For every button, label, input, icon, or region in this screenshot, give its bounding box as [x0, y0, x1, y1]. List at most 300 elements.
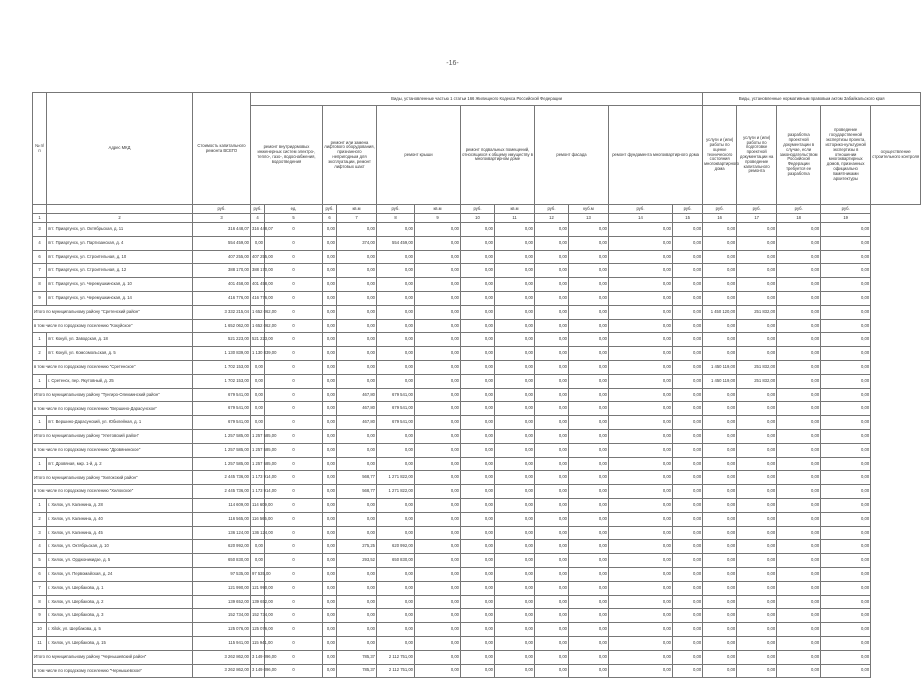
- value-cell: 0,00: [415, 526, 461, 540]
- value-cell: 416 776,00: [193, 291, 251, 305]
- value-cell: 0,00: [703, 457, 737, 471]
- value-cell: 0,00: [609, 374, 673, 388]
- value-cell: 0: [265, 609, 323, 623]
- value-cell: 0,00: [377, 360, 415, 374]
- value-cell: 0,00: [461, 650, 495, 664]
- value-cell: 121 990,00: [251, 581, 265, 595]
- value-cell: 0,00: [777, 250, 821, 264]
- value-cell: 0,00: [495, 554, 535, 568]
- value-cell: 1 257 585,00: [193, 429, 251, 443]
- value-cell: 0,00: [777, 595, 821, 609]
- value-cell: 0,00: [609, 526, 673, 540]
- value-cell: 0,00: [777, 319, 821, 333]
- value-cell: 0,00: [777, 554, 821, 568]
- subtotal-row: [33, 360, 921, 374]
- value-cell: 0,00: [495, 498, 535, 512]
- value-cell: 0,00: [703, 650, 737, 664]
- value-cell: 0,00: [251, 416, 265, 430]
- value-cell: 0,00: [377, 429, 415, 443]
- value-cell: 0,00: [609, 498, 673, 512]
- value-cell: 0,00: [535, 471, 569, 485]
- value-cell: 2 445 736,00: [193, 471, 251, 485]
- value-cell: 0,00: [535, 526, 569, 540]
- unit-cell: руб.: [737, 205, 777, 214]
- value-cell: 0,00: [535, 333, 569, 347]
- row-number: 9: [33, 291, 47, 305]
- row-address: пгт. Кокуй, ул. Заводская, д. 18: [47, 333, 193, 347]
- value-cell: 0,00: [737, 567, 777, 581]
- value-cell: 568,77: [337, 485, 377, 499]
- value-cell: 0,00: [777, 636, 821, 650]
- table-row: [33, 567, 921, 581]
- row-number: 8: [33, 278, 47, 292]
- value-cell: 152 734,00: [251, 609, 265, 623]
- value-cell: 0,00: [609, 471, 673, 485]
- value-cell: 0,00: [377, 443, 415, 457]
- value-cell: 0,00: [461, 443, 495, 457]
- row-number: 2: [33, 347, 47, 361]
- value-cell: 568,77: [337, 471, 377, 485]
- value-cell: 650 830,00: [377, 554, 415, 568]
- value-cell: 0,00: [461, 664, 495, 678]
- row-address: пгт. Приаргунск, ул. Черемушкинская, д. 10: [47, 278, 193, 292]
- subtotal-row: [33, 650, 921, 664]
- value-cell: 0,00: [703, 319, 737, 333]
- value-cell: 0: [265, 636, 323, 650]
- row-number: 11: [33, 636, 47, 650]
- value-cell: 0,00: [673, 623, 703, 637]
- value-cell: 0,00: [703, 264, 737, 278]
- value-cell: 0,00: [415, 512, 461, 526]
- value-cell: 0,00: [377, 278, 415, 292]
- value-cell: 0,00: [777, 360, 821, 374]
- value-cell: 1 173 914,00: [251, 471, 265, 485]
- value-cell: 0,00: [415, 609, 461, 623]
- value-cell: 0,00: [777, 526, 821, 540]
- value-cell: 0,00: [337, 374, 377, 388]
- value-cell: 0,00: [737, 457, 777, 471]
- value-cell: 1 652 062,00: [193, 319, 251, 333]
- value-cell: 0,00: [337, 347, 377, 361]
- table-row: [33, 498, 921, 512]
- value-cell: 0,00: [535, 595, 569, 609]
- value-cell: 0,00: [495, 278, 535, 292]
- value-cell: 0,00: [495, 347, 535, 361]
- value-cell: 521 223,00: [193, 333, 251, 347]
- value-cell: 0,00: [673, 471, 703, 485]
- value-cell: 0,00: [323, 485, 337, 499]
- unit-cell: руб.: [609, 205, 673, 214]
- value-cell: 0,00: [415, 498, 461, 512]
- row-address: пгт. Дровяная, мкр. 1-й, д. 2: [47, 457, 193, 471]
- value-cell: 0,00: [461, 291, 495, 305]
- value-cell: 0,00: [495, 581, 535, 595]
- value-cell: 0,00: [703, 278, 737, 292]
- value-cell: 0,00: [703, 291, 737, 305]
- col-foundation-header: ремонт фундамента многоквартирного дома: [609, 106, 703, 205]
- subtotal-row: [33, 402, 921, 416]
- value-cell: 0,00: [777, 512, 821, 526]
- table-row: [33, 554, 921, 568]
- value-cell: 0,00: [461, 278, 495, 292]
- value-cell: 0,00: [609, 581, 673, 595]
- value-cell: 0,00: [673, 388, 703, 402]
- table-row: [33, 236, 921, 250]
- value-cell: 0,00: [415, 636, 461, 650]
- value-cell: 0,00: [495, 623, 535, 637]
- value-cell: 139 652,00: [251, 595, 265, 609]
- value-cell: 115 941,00: [193, 636, 251, 650]
- col-services-header: услуги и (или) работы по оценке технического состояния многоквартирного дома: [703, 106, 737, 205]
- unit-cell: руб.: [251, 205, 265, 214]
- table-row: [33, 512, 921, 526]
- value-cell: 0,00: [415, 429, 461, 443]
- value-cell: 0: [265, 388, 323, 402]
- value-cell: 0: [265, 471, 323, 485]
- value-cell: 0,00: [323, 512, 337, 526]
- row-number: 3: [33, 526, 47, 540]
- value-cell: 0,00: [535, 554, 569, 568]
- row-number: 6: [33, 250, 47, 264]
- value-cell: 0,00: [461, 347, 495, 361]
- value-cell: 0,00: [323, 236, 337, 250]
- value-cell: 0,00: [609, 636, 673, 650]
- value-cell: 0,00: [337, 498, 377, 512]
- unit-cell: ед.: [265, 205, 323, 214]
- value-cell: 0,00: [495, 609, 535, 623]
- value-cell: 416 776,00: [251, 291, 265, 305]
- value-cell: 0,00: [415, 264, 461, 278]
- value-cell: 0,00: [737, 416, 777, 430]
- value-cell: 0,00: [703, 554, 737, 568]
- value-cell: 0,00: [461, 457, 495, 471]
- row-address: г. Хilok, ул. Шербакова, д. 5: [47, 623, 193, 637]
- value-cell: 0,00: [337, 581, 377, 595]
- value-cell: 0,00: [569, 360, 609, 374]
- value-cell: 0,00: [337, 250, 377, 264]
- row-address: г. Хилок, ул. Шербакова, д. 3: [47, 609, 193, 623]
- value-cell: 0,00: [377, 636, 415, 650]
- value-cell: 0,00: [535, 402, 569, 416]
- value-cell: 0,00: [673, 291, 703, 305]
- value-cell: 0,00: [377, 374, 415, 388]
- value-cell: 251 832,00: [737, 360, 777, 374]
- value-cell: 554 459,00: [193, 236, 251, 250]
- value-cell: 0,00: [535, 250, 569, 264]
- value-cell: 0,00: [415, 623, 461, 637]
- subtotal-row: [33, 443, 921, 457]
- index-cell: 13: [569, 214, 609, 223]
- value-cell: 0,00: [323, 429, 337, 443]
- value-cell: 0,00: [461, 236, 495, 250]
- value-cell: 0,00: [535, 278, 569, 292]
- col-doc-header: разработка проектной документации в случае, если законодательством Российской Федерации требуется ее разработка: [777, 106, 821, 205]
- value-cell: 0,00: [777, 485, 821, 499]
- value-cell: 0: [265, 360, 323, 374]
- unit-cell-empty: [33, 205, 47, 214]
- value-cell: 0,00: [821, 374, 871, 388]
- value-cell: 0,00: [377, 581, 415, 595]
- col-no-header: № п/п: [33, 93, 47, 205]
- value-cell: 0,00: [569, 498, 609, 512]
- value-cell: 0,00: [415, 485, 461, 499]
- table-row: [33, 636, 921, 650]
- value-cell: 0,00: [461, 333, 495, 347]
- value-cell: 1 450 120,00: [703, 305, 737, 319]
- row-address: г. Хилок, ул. Калинина, д. 28: [47, 498, 193, 512]
- value-cell: 0,00: [415, 540, 461, 554]
- value-cell: 0,00: [821, 416, 871, 430]
- value-cell: 1 257 585,00: [193, 443, 251, 457]
- index-cell: 2: [47, 214, 193, 223]
- value-cell: 0,00: [415, 223, 461, 237]
- value-cell: 0,00: [323, 554, 337, 568]
- index-cell: 11: [495, 214, 535, 223]
- value-cell: 0,00: [337, 512, 377, 526]
- value-cell: 0,00: [251, 402, 265, 416]
- value-cell: 0,00: [737, 319, 777, 333]
- value-cell: 0,00: [737, 526, 777, 540]
- row-address: г. Хилок, ул. Первомайская, д. 24: [47, 567, 193, 581]
- value-cell: 0,00: [461, 567, 495, 581]
- value-cell: 0,00: [609, 595, 673, 609]
- value-cell: 0,00: [609, 650, 673, 664]
- value-cell: 620 992,00: [193, 540, 251, 554]
- value-cell: 0,00: [777, 471, 821, 485]
- value-cell: 0,00: [737, 429, 777, 443]
- unit-cell: куб.м: [569, 205, 609, 214]
- value-cell: 467,80: [337, 416, 377, 430]
- value-cell: 1 652 062,00: [251, 305, 265, 319]
- index-cell: 14: [609, 214, 673, 223]
- value-cell: 3 262 862,00: [193, 664, 251, 678]
- value-cell: 115 941,00: [251, 636, 265, 650]
- value-cell: 0,00: [495, 388, 535, 402]
- value-cell: 0,00: [821, 250, 871, 264]
- value-cell: 0,00: [569, 250, 609, 264]
- value-cell: 0,00: [461, 540, 495, 554]
- value-cell: 0,00: [609, 554, 673, 568]
- value-cell: 401 458,00: [251, 278, 265, 292]
- value-cell: 0,00: [461, 360, 495, 374]
- value-cell: 0,00: [737, 623, 777, 637]
- value-cell: 0,00: [821, 457, 871, 471]
- value-cell: 0,00: [323, 471, 337, 485]
- value-cell: 0,00: [337, 443, 377, 457]
- value-cell: 0,00: [673, 443, 703, 457]
- value-cell: 0,00: [377, 526, 415, 540]
- value-cell: 0,00: [777, 333, 821, 347]
- value-cell: 0: [265, 581, 323, 595]
- value-cell: 0,00: [673, 429, 703, 443]
- value-cell: 1 257 585,00: [251, 443, 265, 457]
- value-cell: 0,00: [673, 526, 703, 540]
- value-cell: 0,00: [495, 374, 535, 388]
- value-cell: 0,00: [737, 278, 777, 292]
- value-cell: 0: [265, 567, 323, 581]
- value-cell: 0,00: [495, 595, 535, 609]
- value-cell: 0,00: [777, 291, 821, 305]
- subtotal-label: Итого по муниципальному району "Тунгиро-Олекминский район": [33, 388, 193, 402]
- table-row: [33, 264, 921, 278]
- value-cell: 0,00: [673, 595, 703, 609]
- col-basement-header: ремонт подвальных помещений, относящихся к общему имуществу в многоквартирном доме: [461, 106, 535, 205]
- value-cell: 125 076,00: [193, 623, 251, 637]
- value-cell: 0: [265, 305, 323, 319]
- row-address: г. Хилок, ул. Шербакова, д. 2: [47, 595, 193, 609]
- value-cell: 0,00: [737, 595, 777, 609]
- value-cell: 0,00: [569, 471, 609, 485]
- value-cell: 0,00: [495, 402, 535, 416]
- table-row: [33, 416, 921, 430]
- value-cell: 0,00: [461, 498, 495, 512]
- index-cell: 5: [265, 214, 323, 223]
- value-cell: 679 541,00: [377, 388, 415, 402]
- value-cell: 0,00: [777, 581, 821, 595]
- value-cell: 0,00: [323, 264, 337, 278]
- table-body: [33, 223, 921, 678]
- subtotal-label: в том числе по городскому поселению "Дровянинское": [33, 443, 193, 457]
- value-cell: 0,00: [673, 512, 703, 526]
- value-cell: 0: [265, 443, 323, 457]
- value-cell: 0,00: [821, 443, 871, 457]
- value-cell: 0,00: [569, 595, 609, 609]
- value-cell: 0,00: [377, 319, 415, 333]
- value-cell: 0,00: [535, 388, 569, 402]
- value-cell: 0,00: [737, 540, 777, 554]
- value-cell: 0,00: [609, 609, 673, 623]
- value-cell: 679 541,00: [377, 416, 415, 430]
- value-cell: 0,00: [821, 498, 871, 512]
- row-address: пгт. Приаргунск, ул. Октябрьская, д. 11: [47, 223, 193, 237]
- value-cell: 0,00: [337, 360, 377, 374]
- value-cell: 0,00: [461, 581, 495, 595]
- row-address: г. Хилок, ул. Шербакова, д. 1: [47, 581, 193, 595]
- value-cell: 0,00: [737, 236, 777, 250]
- value-cell: 0,00: [377, 498, 415, 512]
- index-cell: 15: [673, 214, 703, 223]
- value-cell: 0,00: [821, 471, 871, 485]
- value-cell: 0,00: [337, 264, 377, 278]
- value-cell: 0,00: [821, 540, 871, 554]
- value-cell: 407 255,00: [193, 250, 251, 264]
- value-cell: 0,00: [569, 485, 609, 499]
- value-cell: 0,00: [821, 567, 871, 581]
- value-cell: 0,00: [777, 623, 821, 637]
- value-cell: 0,00: [337, 457, 377, 471]
- value-cell: 0,00: [673, 650, 703, 664]
- value-cell: 467,80: [337, 402, 377, 416]
- value-cell: 0,00: [777, 498, 821, 512]
- col-systems-header: ремонт внутридомовых инженерных систем электро-, тепло-, газо-, водоснабжения, водоотведения: [251, 106, 323, 205]
- subtotal-row: [33, 388, 921, 402]
- value-cell: 0,00: [461, 623, 495, 637]
- value-cell: 0,00: [461, 250, 495, 264]
- value-cell: 0,00: [609, 250, 673, 264]
- row-number: 9: [33, 609, 47, 623]
- value-cell: 0,00: [569, 567, 609, 581]
- value-cell: 0,00: [673, 374, 703, 388]
- index-cell: 9: [415, 214, 461, 223]
- value-cell: 0,00: [569, 223, 609, 237]
- value-cell: 0,00: [323, 374, 337, 388]
- value-cell: 0,00: [495, 443, 535, 457]
- value-cell: 0,00: [703, 223, 737, 237]
- value-cell: 0: [265, 250, 323, 264]
- value-cell: 0,00: [821, 305, 871, 319]
- value-cell: 0,00: [821, 360, 871, 374]
- value-cell: 0,00: [569, 623, 609, 637]
- subtotal-label: в том числе по городскому поселению "Хилокское": [33, 485, 193, 499]
- value-cell: 0: [265, 485, 323, 499]
- value-cell: 0,00: [251, 374, 265, 388]
- value-cell: 2 112 751,00: [377, 650, 415, 664]
- value-cell: 0,00: [415, 567, 461, 581]
- table-row: [33, 526, 921, 540]
- value-cell: 0,00: [323, 526, 337, 540]
- value-cell: 0,00: [673, 402, 703, 416]
- value-cell: 0,00: [777, 650, 821, 664]
- value-cell: 0: [265, 540, 323, 554]
- value-cell: 0,00: [495, 236, 535, 250]
- value-cell: 0,00: [461, 388, 495, 402]
- index-cell: 4: [251, 214, 265, 223]
- value-cell: 0,00: [569, 609, 609, 623]
- value-cell: 0,00: [777, 223, 821, 237]
- value-cell: 0,00: [703, 485, 737, 499]
- index-cell: 17: [737, 214, 777, 223]
- value-cell: 0,00: [415, 360, 461, 374]
- value-cell: 0,00: [609, 388, 673, 402]
- value-cell: 0,00: [495, 485, 535, 499]
- value-cell: 0,00: [535, 609, 569, 623]
- row-number: 1: [33, 374, 47, 388]
- row-number: 4: [33, 540, 47, 554]
- value-cell: 0,00: [323, 223, 337, 237]
- value-cell: 785,37: [337, 664, 377, 678]
- value-cell: 0: [265, 623, 323, 637]
- value-cell: 0: [265, 429, 323, 443]
- value-cell: 0,00: [415, 388, 461, 402]
- value-cell: 0,00: [737, 333, 777, 347]
- subtotal-row: [33, 471, 921, 485]
- value-cell: 0,00: [673, 305, 703, 319]
- value-cell: 0,00: [703, 402, 737, 416]
- value-cell: 275,25: [337, 540, 377, 554]
- row-number: 1: [33, 457, 47, 471]
- value-cell: 0,00: [337, 429, 377, 443]
- value-cell: 0,00: [673, 347, 703, 361]
- value-cell: 0,00: [377, 347, 415, 361]
- value-cell: 0,00: [461, 471, 495, 485]
- value-cell: 0,00: [535, 512, 569, 526]
- value-cell: 0,00: [821, 512, 871, 526]
- value-cell: 0,00: [495, 636, 535, 650]
- value-cell: 0,00: [703, 443, 737, 457]
- value-cell: 0,00: [495, 223, 535, 237]
- value-cell: 0,00: [535, 581, 569, 595]
- value-cell: 0,00: [535, 429, 569, 443]
- unit-cell: руб.: [323, 205, 337, 214]
- value-cell: 0,00: [337, 636, 377, 650]
- value-cell: 0: [265, 223, 323, 237]
- value-cell: 0,00: [569, 457, 609, 471]
- value-cell: 0,00: [535, 498, 569, 512]
- value-cell: 0,00: [415, 595, 461, 609]
- value-cell: 0,00: [495, 319, 535, 333]
- unit-cell: руб.: [193, 205, 251, 214]
- subtotal-row: [33, 319, 921, 333]
